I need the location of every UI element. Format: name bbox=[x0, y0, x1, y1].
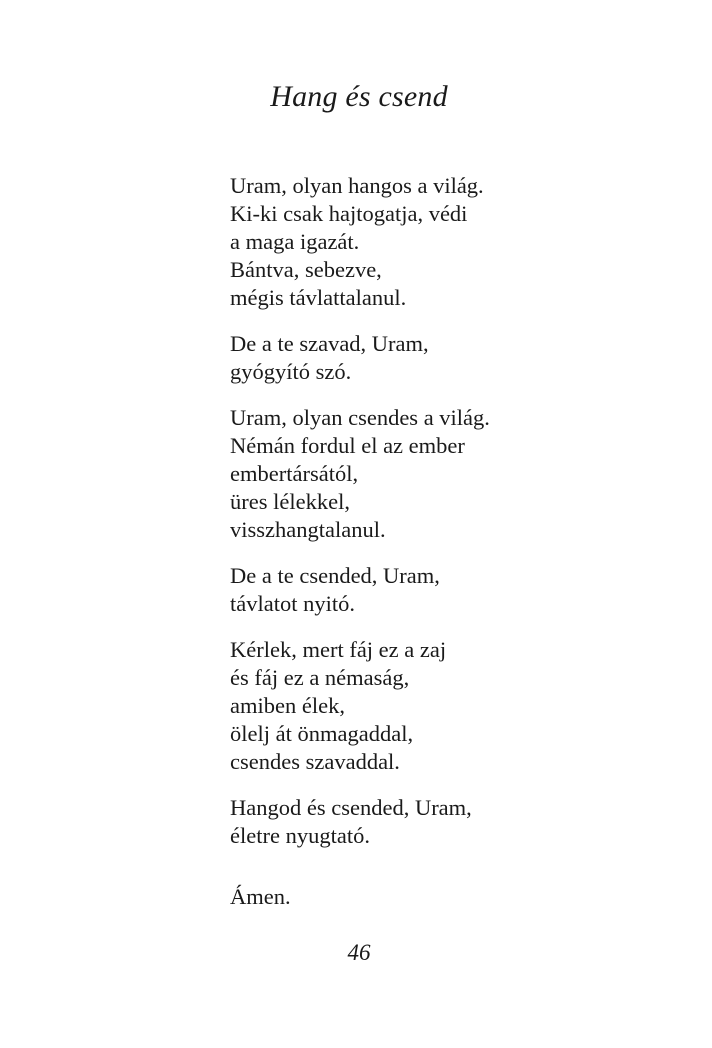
page-number: 46 bbox=[347, 940, 371, 965]
poem-line: Bántva, sebezve, bbox=[230, 257, 382, 282]
stanza-5 bbox=[230, 636, 670, 776]
closing-line: Ámen. bbox=[230, 884, 291, 909]
poem-line: üres lélekkel, bbox=[230, 489, 350, 514]
poem-line: távlatot nyitó. bbox=[230, 591, 355, 616]
poem-line: ölelj át önmagaddal, bbox=[230, 721, 414, 746]
poem-line: csendes szavaddal. bbox=[230, 749, 400, 774]
poem-line: Hangod és csended, Uram, bbox=[230, 795, 472, 820]
poem-line: mégis távlattalanul. bbox=[230, 285, 407, 310]
stanza-6 bbox=[230, 794, 670, 850]
poem-line: amiben élek, bbox=[230, 693, 345, 718]
poem-line: De a te csended, Uram, bbox=[230, 563, 440, 588]
stanza-2 bbox=[230, 330, 670, 386]
poem-line: gyógyító szó. bbox=[230, 359, 352, 384]
poem-line: Uram, olyan hangos a világ. bbox=[230, 173, 484, 198]
poem-line: a maga igazát. bbox=[230, 229, 360, 254]
poem-line: életre nyugtató. bbox=[230, 823, 370, 848]
poem-line: De a te szavad, Uram, bbox=[230, 331, 429, 356]
poem-line: visszhangtalanul. bbox=[230, 517, 386, 542]
poem-line: Kérlek, mert fáj ez a zaj bbox=[230, 637, 447, 662]
stanza-1 bbox=[230, 172, 670, 312]
poem-line: Ki-ki csak hajtogatja, védi bbox=[230, 201, 468, 226]
stanza-4 bbox=[230, 562, 670, 618]
poem-line: és fáj ez a némaság, bbox=[230, 665, 410, 690]
poem-line: Némán fordul el az ember bbox=[230, 433, 465, 458]
stanza-3 bbox=[230, 404, 670, 544]
poem-title: Hang és csend bbox=[270, 80, 448, 113]
poem-line: Uram, olyan csendes a világ. bbox=[230, 405, 490, 430]
poem-body bbox=[230, 172, 670, 868]
poem-line: embertársától, bbox=[230, 461, 359, 486]
